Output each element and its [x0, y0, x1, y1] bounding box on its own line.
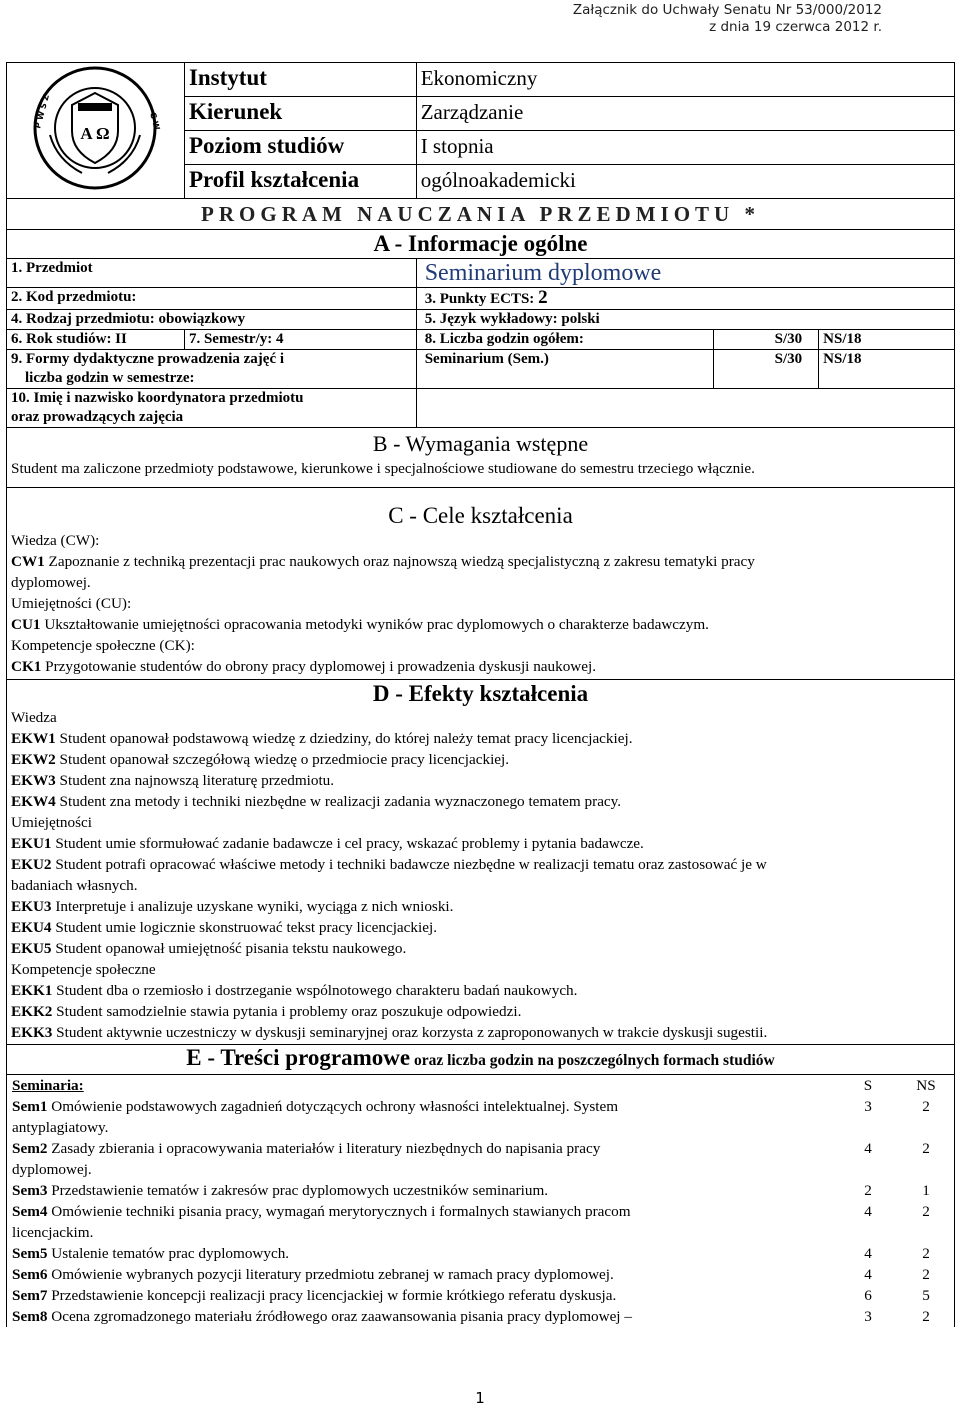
- effect-eku2-text: Student potrafi opracować właściwe metody i techniki badawcze niezbędne w realizacji tematu oraz zastosować je w: [51, 856, 767, 873]
- content-sem4-code: Sem4: [12, 1203, 48, 1220]
- effect-ekw1-code: EKW1: [11, 730, 56, 747]
- content-sem8-text: Ocena zgromadzonego materiału źródłowego oraz zaawansowania pisania pracy dyplomowej –: [47, 1308, 632, 1325]
- info-value-level: I stopnia: [416, 131, 954, 165]
- effect-ekw2-code: EKW2: [11, 751, 56, 768]
- effects-skills-heading: Umiejętności: [11, 814, 92, 831]
- content-row-sem1: [7, 1096, 954, 1138]
- content-sem3-ns: 1: [922, 1182, 930, 1199]
- goal-cu1-text: Ukształtowanie umiejętności opracowania metodyki wyników prac dyplomowych o charakterze badawczym.: [40, 616, 709, 633]
- info-value-profile: ogólnoakademicki: [416, 165, 954, 199]
- section-a-title: A - Informacje ogólne: [7, 230, 955, 259]
- content-row-sem3: [7, 1180, 954, 1201]
- svg-text:G W: G W: [148, 111, 162, 132]
- syllabus-table: [6, 62, 955, 1327]
- effect-eku4-text: Student umie logicznie skonstruować tekst pracy licencjackiej.: [51, 919, 437, 936]
- effect-eku3-code: EKU3: [11, 898, 52, 915]
- course-code-label: 2. Kod przedmiotu:: [7, 288, 417, 310]
- university-seal-icon: [22, 65, 168, 191]
- effect-ekk2-code: EKK2: [11, 1003, 53, 1020]
- content-header-row: [7, 1075, 954, 1096]
- coordinator-label: [7, 389, 417, 428]
- content-sem2-code: Sem2: [12, 1140, 48, 1157]
- language-label: 5. Język wykładowy:: [424, 311, 558, 327]
- svg-text:P W S Z: P W S Z: [33, 93, 52, 130]
- effect-eku2-continued: badaniach własnych.: [11, 877, 138, 894]
- info-label-level: Poziom studiów: [184, 131, 416, 165]
- section-b: [7, 428, 955, 488]
- content-heading: Seminaria:: [12, 1077, 84, 1094]
- effect-ekk1-code: EKK1: [11, 982, 53, 999]
- info-value-institute: Ekonomiczny: [416, 63, 954, 97]
- effect-ekw4-text: Student zna metody i techniki niezbędne w realizacji zadania wyznaczonego tematem pracy.: [55, 793, 622, 810]
- content-sem5-s: 4: [864, 1245, 872, 1262]
- content-sem2-continued: dyplomowej.: [12, 1161, 92, 1178]
- info-label-profile: Profil kształcenia: [184, 165, 416, 199]
- forms-label-line-1: 9. Formy dydaktyczne prowadzenia zajęć i: [11, 351, 285, 367]
- effect-eku3-text: Interpretuje i analizuje uzyskane wyniki, wyciąga z nich wnioski.: [51, 898, 454, 915]
- forms-label: [7, 350, 417, 389]
- content-sem1-ns: 2: [922, 1098, 930, 1115]
- content-sem8-s: 3: [864, 1308, 872, 1325]
- content-sem6-text: Omówienie wybranych pozycji literatury przedmiotu zebranej w ramach pracy dyplomowej.: [47, 1266, 614, 1283]
- content-row-sem6: [7, 1264, 954, 1285]
- content-sem7-ns: 5: [922, 1287, 930, 1304]
- content-sem7-s: 6: [864, 1287, 872, 1304]
- total-hours-label: 8. Liczba godzin ogółem:: [416, 330, 714, 350]
- goals-skills-heading: Umiejętności (CU):: [11, 595, 132, 612]
- effects-competence-heading: Kompetencje społeczne: [11, 961, 156, 978]
- subject-name: Seminarium dyplomowe: [416, 259, 954, 288]
- header-line-2: z dnia 19 czerwca 2012 r.: [709, 19, 882, 35]
- total-hours-s: S/30: [714, 330, 819, 350]
- content-sem7-code: Sem7: [12, 1287, 48, 1304]
- content-sem5-text: Ustalenie tematów prac dyplomowych.: [47, 1245, 290, 1262]
- content-sem8-ns: 2: [922, 1308, 930, 1325]
- content-sem1-continued: antyplagiatowy.: [12, 1119, 109, 1136]
- course-type-label: 4. Rodzaj przedmiotu: obowiązkowy: [7, 310, 417, 330]
- coordinator-label-line-2: oraz prowadzących zajęcia: [11, 409, 184, 425]
- coordinator-value: [416, 389, 954, 428]
- effect-eku3: [11, 896, 950, 917]
- goal-cw1-continued: dyplomowej.: [11, 574, 91, 591]
- effect-eku2-code: EKU2: [11, 856, 52, 873]
- requirements-text: Student ma zaliczone przedmioty podstawowe, kierunkowe i specjalnościowe studiowane do semestru trzeciego włącznie.: [11, 460, 755, 477]
- info-label-field: Kierunek: [184, 97, 416, 131]
- info-value-field: Zarządzanie: [416, 97, 954, 131]
- effect-ekk3-text: Student aktywnie uczestniczy w dyskusji seminaryjnej oraz korzysta z zaproponowanych w trakcie dyskusji sugestii.: [52, 1024, 768, 1041]
- content-sem2-s: 4: [864, 1140, 872, 1157]
- effect-ekk3: [11, 1022, 950, 1043]
- content-sem6-ns: 2: [922, 1266, 930, 1283]
- svg-text:A Ω: A Ω: [80, 124, 111, 143]
- section-c-title: C - Cele kształcenia: [388, 503, 573, 528]
- document-header: [573, 2, 882, 36]
- effect-eku4-code: EKU4: [11, 919, 52, 936]
- effect-ekk1: [11, 980, 950, 1001]
- goals-competence-heading: Kompetencje społeczne (CK):: [11, 637, 195, 654]
- header-line-1: Załącznik do Uchwały Senatu Nr 53/000/2012: [572, 2, 882, 18]
- effect-ekw2: [11, 749, 950, 770]
- subject-label: 1. Przedmiot: [7, 259, 417, 288]
- content-row-sem2: [7, 1138, 954, 1180]
- effect-ekw4: [11, 791, 950, 812]
- effect-eku5: [11, 938, 950, 959]
- content-sem8-code: Sem8: [12, 1308, 48, 1325]
- content-sem2-text: Zasady zbierania i opracowywania materiałów i literatury niezbędnych do napisania pracy: [47, 1140, 601, 1157]
- effect-ekw2-text: Student opanował szczegółową wiedzę o przedmiocie pracy licencjackiej.: [55, 751, 510, 768]
- total-hours-ns: NS/18: [819, 330, 955, 350]
- info-label-institute: Instytut: [184, 63, 416, 97]
- effect-ekw1: [11, 728, 950, 749]
- effect-eku5-text: Student opanował umiejętność pisania tekstu naukowego.: [51, 940, 407, 957]
- content-row-sem8: [7, 1306, 954, 1327]
- content-sem6-s: 4: [864, 1266, 872, 1283]
- goal-cu1: [11, 614, 950, 635]
- effect-eku4: [11, 917, 950, 938]
- content-table: [7, 1075, 954, 1327]
- goal-cw1-text: Zapoznanie z techniką prezentacji prac naukowych oraz najnowszą wiedzą specjalistyczną z zakresu tematyki pracy: [44, 553, 755, 570]
- language-value: polski: [561, 311, 600, 327]
- section-b-title: B - Wymagania wstępne: [372, 431, 589, 456]
- content-sem3-s: 2: [864, 1182, 872, 1199]
- effect-eku1-code: EKU1: [11, 835, 52, 852]
- effect-ekw3-text: Student zna najnowszą literaturę przedmiotu.: [55, 772, 335, 789]
- section-e-title-sub: oraz liczba godzin na poszczególnych formach studiów: [410, 1052, 775, 1069]
- page-number: 1: [475, 1389, 485, 1407]
- ects-field: [416, 288, 954, 310]
- content-sem7-text: Przedstawienie koncepcji realizacji pracy licencjackiej w formie krótkiego referatu dyskusja.: [47, 1287, 617, 1304]
- content-sem3-code: Sem3: [12, 1182, 48, 1199]
- effect-eku5-code: EKU5: [11, 940, 52, 957]
- language-field: [416, 310, 954, 330]
- goals-knowledge-heading: Wiedza (CW):: [11, 532, 100, 549]
- goal-cu1-code: CU1: [11, 616, 41, 633]
- goal-ck1-text: Przygotowanie studentów do obrony pracy dyplomowej i prowadzenia dyskusji naukowej.: [41, 658, 597, 675]
- content-sem4-ns: 2: [922, 1203, 930, 1220]
- content-row-sem7: [7, 1285, 954, 1306]
- effect-eku1-text: Student umie sformułować zadanie badawcze i cel pracy, wskazać problemy i pytania badawcze.: [51, 835, 644, 852]
- study-year: 6. Rok studiów: II: [7, 330, 185, 350]
- goal-ck1-code: CK1: [11, 658, 42, 675]
- section-d: [7, 680, 955, 1045]
- university-logo: [7, 63, 185, 199]
- col-ns-header: NS: [916, 1077, 936, 1094]
- effect-ekk2-text: Student samodzielnie stawia pytania i problemy oraz poszukuje odpowiedzi.: [52, 1003, 522, 1020]
- ects-value: 2: [538, 287, 548, 308]
- forms-label-line-2: liczba godzin w semestrze:: [25, 370, 195, 386]
- effect-ekw3: [11, 770, 950, 791]
- section-c: [7, 488, 955, 680]
- effect-ekw3-code: EKW3: [11, 772, 56, 789]
- effect-ekk3-code: EKK3: [11, 1024, 53, 1041]
- content-sem4-text: Omówienie techniki pisania pracy, wymagań merytorycznych i formalnych stawianych pracom: [47, 1203, 631, 1220]
- goal-ck1: [11, 656, 950, 677]
- content-row-sem4: [7, 1201, 954, 1243]
- content-sem3-text: Przedstawienie tematów i zakresów prac dyplomowych uczestników seminarium.: [47, 1182, 549, 1199]
- content-sem2-ns: 2: [922, 1140, 930, 1157]
- content-sem4-s: 4: [864, 1203, 872, 1220]
- program-title: PROGRAM NAUCZANIA PRZEDMIOTU *: [7, 199, 955, 230]
- content-sem6-code: Sem6: [12, 1266, 48, 1283]
- content-row-sem5: [7, 1243, 954, 1264]
- section-e-title: [7, 1045, 955, 1075]
- semester: 7. Semestr/y: 4: [184, 330, 416, 350]
- goal-cw1: [11, 551, 950, 572]
- forms-hours-s: S/30: [714, 350, 819, 389]
- effect-ekk2: [11, 1001, 950, 1022]
- content-sem4-continued: licencjackim.: [12, 1224, 94, 1241]
- effect-eku1: [11, 833, 950, 854]
- effect-ekw4-code: EKW4: [11, 793, 56, 810]
- content-sem5-code: Sem5: [12, 1245, 48, 1262]
- content-sem1-code: Sem1: [12, 1098, 48, 1115]
- effect-ekw1-text: Student opanował podstawową wiedzę z dziedziny, do której należy temat pracy licencjackiej.: [55, 730, 633, 747]
- content-sem1-s: 3: [864, 1098, 872, 1115]
- forms-type: Seminarium (Sem.): [416, 350, 714, 389]
- effect-ekk1-text: Student dba o rzemiosło i dostrzeganie wspólnotowego charakteru badań naukowych.: [52, 982, 578, 999]
- forms-hours-ns: NS/18: [819, 350, 955, 389]
- ects-label: 3. Punkty ECTS:: [424, 291, 535, 307]
- section-e-title-main: E - Treści programowe: [186, 1045, 411, 1070]
- effect-eku2: [11, 854, 950, 875]
- col-s-header: S: [863, 1077, 873, 1094]
- section-d-title: D - Efekty kształcenia: [372, 681, 589, 706]
- content-sem5-ns: 2: [922, 1245, 930, 1262]
- effects-knowledge-heading: Wiedza: [11, 709, 57, 726]
- content-sem1-text: Omówienie podstawowych zagadnień dotyczących ochrony własności intelektualnej. System: [47, 1098, 619, 1115]
- goal-cw1-code: CW1: [11, 553, 45, 570]
- section-e: [7, 1075, 955, 1328]
- coordinator-label-line-1: 10. Imię i nazwisko koordynatora przedmiotu: [11, 390, 304, 406]
